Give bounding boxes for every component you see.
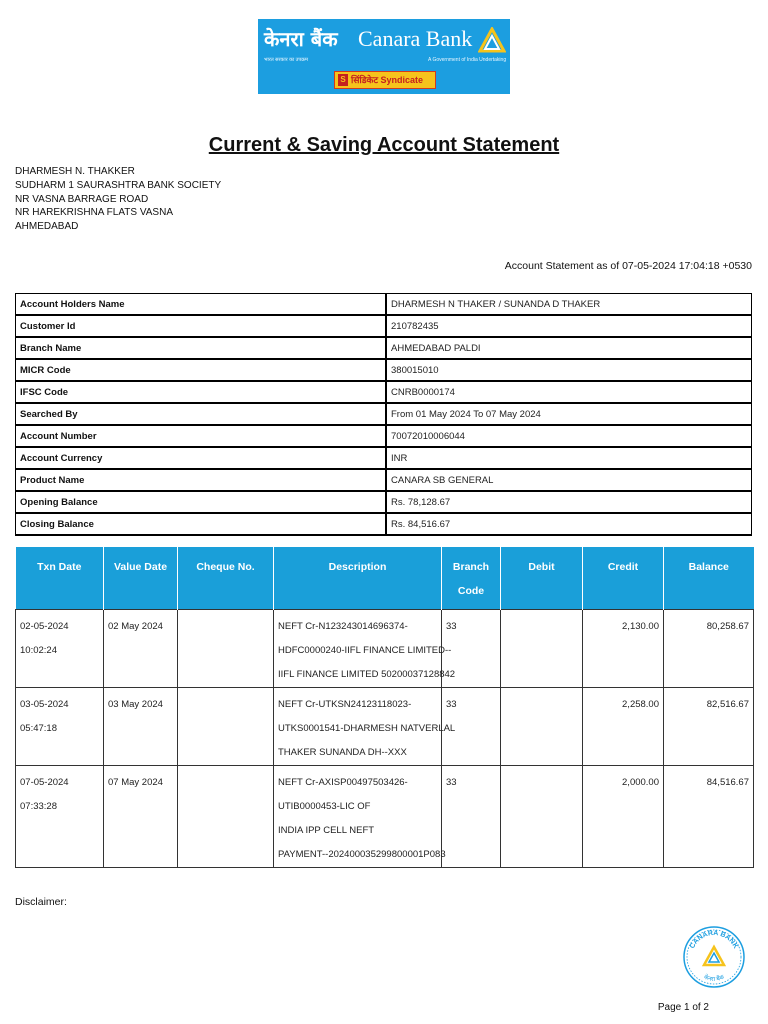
txn-header-row: [16, 547, 754, 610]
txn-date-cell: 02-05-2024 10:02:24: [16, 610, 104, 688]
info-value: 210782435: [387, 316, 751, 338]
header-branch-code: [442, 547, 501, 610]
transactions-table: [15, 547, 754, 868]
header-txn-date: Txn Date: [16, 547, 104, 610]
branch-code-cell: 33: [442, 688, 501, 766]
statement-title: Current & Saving Account Statement: [208, 134, 560, 156]
info-label: Opening Balance: [16, 492, 387, 514]
logo-hindi-name: केनरा बैंक: [264, 27, 338, 51]
info-label: Branch Name: [16, 338, 387, 360]
address-line: SUDHARM 1 SAURASHTRA BANK SOCIETY: [15, 179, 222, 191]
seal-top-text: CANARA BANK: [688, 929, 740, 950]
value-date-cell: 02 May 2024: [104, 610, 178, 688]
description-line: PAYMENT--202400035299800001P083: [278, 849, 446, 860]
description-cell: [274, 766, 446, 868]
info-value: 380015010: [387, 360, 751, 382]
txn-row: [16, 688, 754, 766]
page-number: Page 1 of 2: [657, 1002, 709, 1013]
txn-row: [16, 610, 754, 688]
credit-cell: 2,258.00: [583, 688, 664, 766]
info-row: [16, 470, 751, 492]
credit-cell: 2,130.00: [583, 610, 664, 688]
address-line: AHMEDABAD: [15, 221, 79, 233]
value-date-cell: 03 May 2024: [104, 688, 178, 766]
info-row: [16, 404, 751, 426]
description-line: IIFL FINANCE LIMITED 50200037128842: [278, 669, 456, 680]
info-value: Rs. 78,128.67: [387, 492, 751, 514]
header-balance: Balance: [664, 547, 754, 610]
canara-bank-logo: [258, 19, 510, 94]
info-row: [16, 426, 751, 448]
cheque-no-cell: [178, 688, 274, 766]
balance-cell: 84,516.67: [664, 766, 754, 868]
header-description: Description: [274, 547, 442, 610]
syndicate-badge: [334, 71, 436, 89]
description-line: INDIA IPP CELL NEFT: [278, 825, 375, 836]
info-value: From 01 May 2024 To 07 May 2024: [387, 404, 751, 426]
info-label: Account Holders Name: [16, 294, 387, 316]
info-label: Account Number: [16, 426, 387, 448]
header-value-date: Value Date: [104, 547, 178, 610]
info-value: CANARA SB GENERAL: [387, 470, 751, 492]
info-label: IFSC Code: [16, 382, 387, 404]
debit-cell: [501, 688, 583, 766]
header-cheque-no: Cheque No.: [178, 547, 274, 610]
info-label: Closing Balance: [16, 514, 387, 536]
info-label: Account Currency: [16, 448, 387, 470]
syndicate-label: सिंडिकेट Syndicate: [351, 75, 424, 85]
customer-address: [15, 165, 221, 234]
info-row: [16, 492, 751, 514]
cheque-no-cell: [178, 610, 274, 688]
svg-text:केनरा बैंक: [703, 973, 726, 983]
description-line: NEFT Cr-N123243014696374-: [278, 621, 408, 632]
description-line: NEFT Cr-UTKSN24123118023-: [278, 699, 412, 710]
canara-bank-seal-icon: [682, 925, 746, 989]
description-line: UTIB0000453-LIC OF: [278, 801, 371, 812]
info-value: 70072010006044: [387, 426, 751, 448]
info-value: Rs. 84,516.67: [387, 514, 751, 536]
info-row: [16, 382, 751, 404]
info-label: Product Name: [16, 470, 387, 492]
info-value: INR: [387, 448, 751, 470]
info-value: DHARMESH N THAKER / SUNANDA D THAKER: [387, 294, 751, 316]
description-line: THAKER SUNANDA DH--XXX: [278, 747, 407, 758]
info-label: Searched By: [16, 404, 387, 426]
info-row: [16, 448, 751, 470]
address-line: NR VASNA BARRAGE ROAD: [15, 193, 149, 205]
info-row: [16, 514, 751, 536]
txn-row: [16, 766, 754, 868]
syndicate-mark-icon: S: [338, 74, 348, 86]
account-info-table: [15, 293, 752, 536]
debit-cell: [501, 610, 583, 688]
header-credit: Credit: [583, 547, 664, 610]
statement-as-of: Account Statement as of 07-05-2024 17:04:18 +0530: [504, 260, 752, 272]
disclaimer-label: Disclaimer:: [15, 896, 67, 908]
info-row: [16, 316, 751, 338]
info-row: [16, 360, 751, 382]
seal-bottom-text: केनरा बैंक: [702, 973, 726, 984]
txn-date-cell: 03-05-2024 05:47:18: [16, 688, 104, 766]
address-line: DHARMESH N. THAKKER: [15, 166, 135, 177]
info-label: Customer Id: [16, 316, 387, 338]
info-value: CNRB0000174: [387, 382, 751, 404]
info-value: AHMEDABAD PALDI: [387, 338, 751, 360]
credit-cell: 2,000.00: [583, 766, 664, 868]
txn-date-cell: 07-05-2024 07:33:28: [16, 766, 104, 868]
info-row: [16, 294, 751, 316]
canara-triangle-icon: [478, 27, 506, 53]
branch-code-cell: 33: [442, 610, 501, 688]
header-branch-code-line: Code: [457, 585, 485, 597]
header-branch-code-line: Branch: [452, 561, 490, 573]
balance-cell: 82,516.67: [664, 688, 754, 766]
info-row: [16, 338, 751, 360]
logo-tagline-hindi: भारत सरकार का उपक्रम: [264, 57, 309, 63]
balance-cell: 80,258.67: [664, 610, 754, 688]
description-line: HDFC0000240-IIFL FINANCE LIMITED--: [278, 645, 452, 656]
info-label: MICR Code: [16, 360, 387, 382]
description-line: UTKS0001541-DHARMESH NATVERLAL: [278, 723, 456, 734]
description-line: NEFT Cr-AXISP00497503426-: [278, 777, 408, 788]
branch-code-cell: 33: [442, 766, 501, 868]
cheque-no-cell: [178, 766, 274, 868]
header-debit: Debit: [501, 547, 583, 610]
value-date-cell: 07 May 2024: [104, 766, 178, 868]
address-line: NR HAREKRISHNA FLATS VASNA: [15, 207, 173, 219]
logo-tagline-english: A Government of India Undertaking: [428, 57, 507, 63]
logo-brand-name: Canara Bank: [358, 26, 473, 51]
debit-cell: [501, 766, 583, 868]
